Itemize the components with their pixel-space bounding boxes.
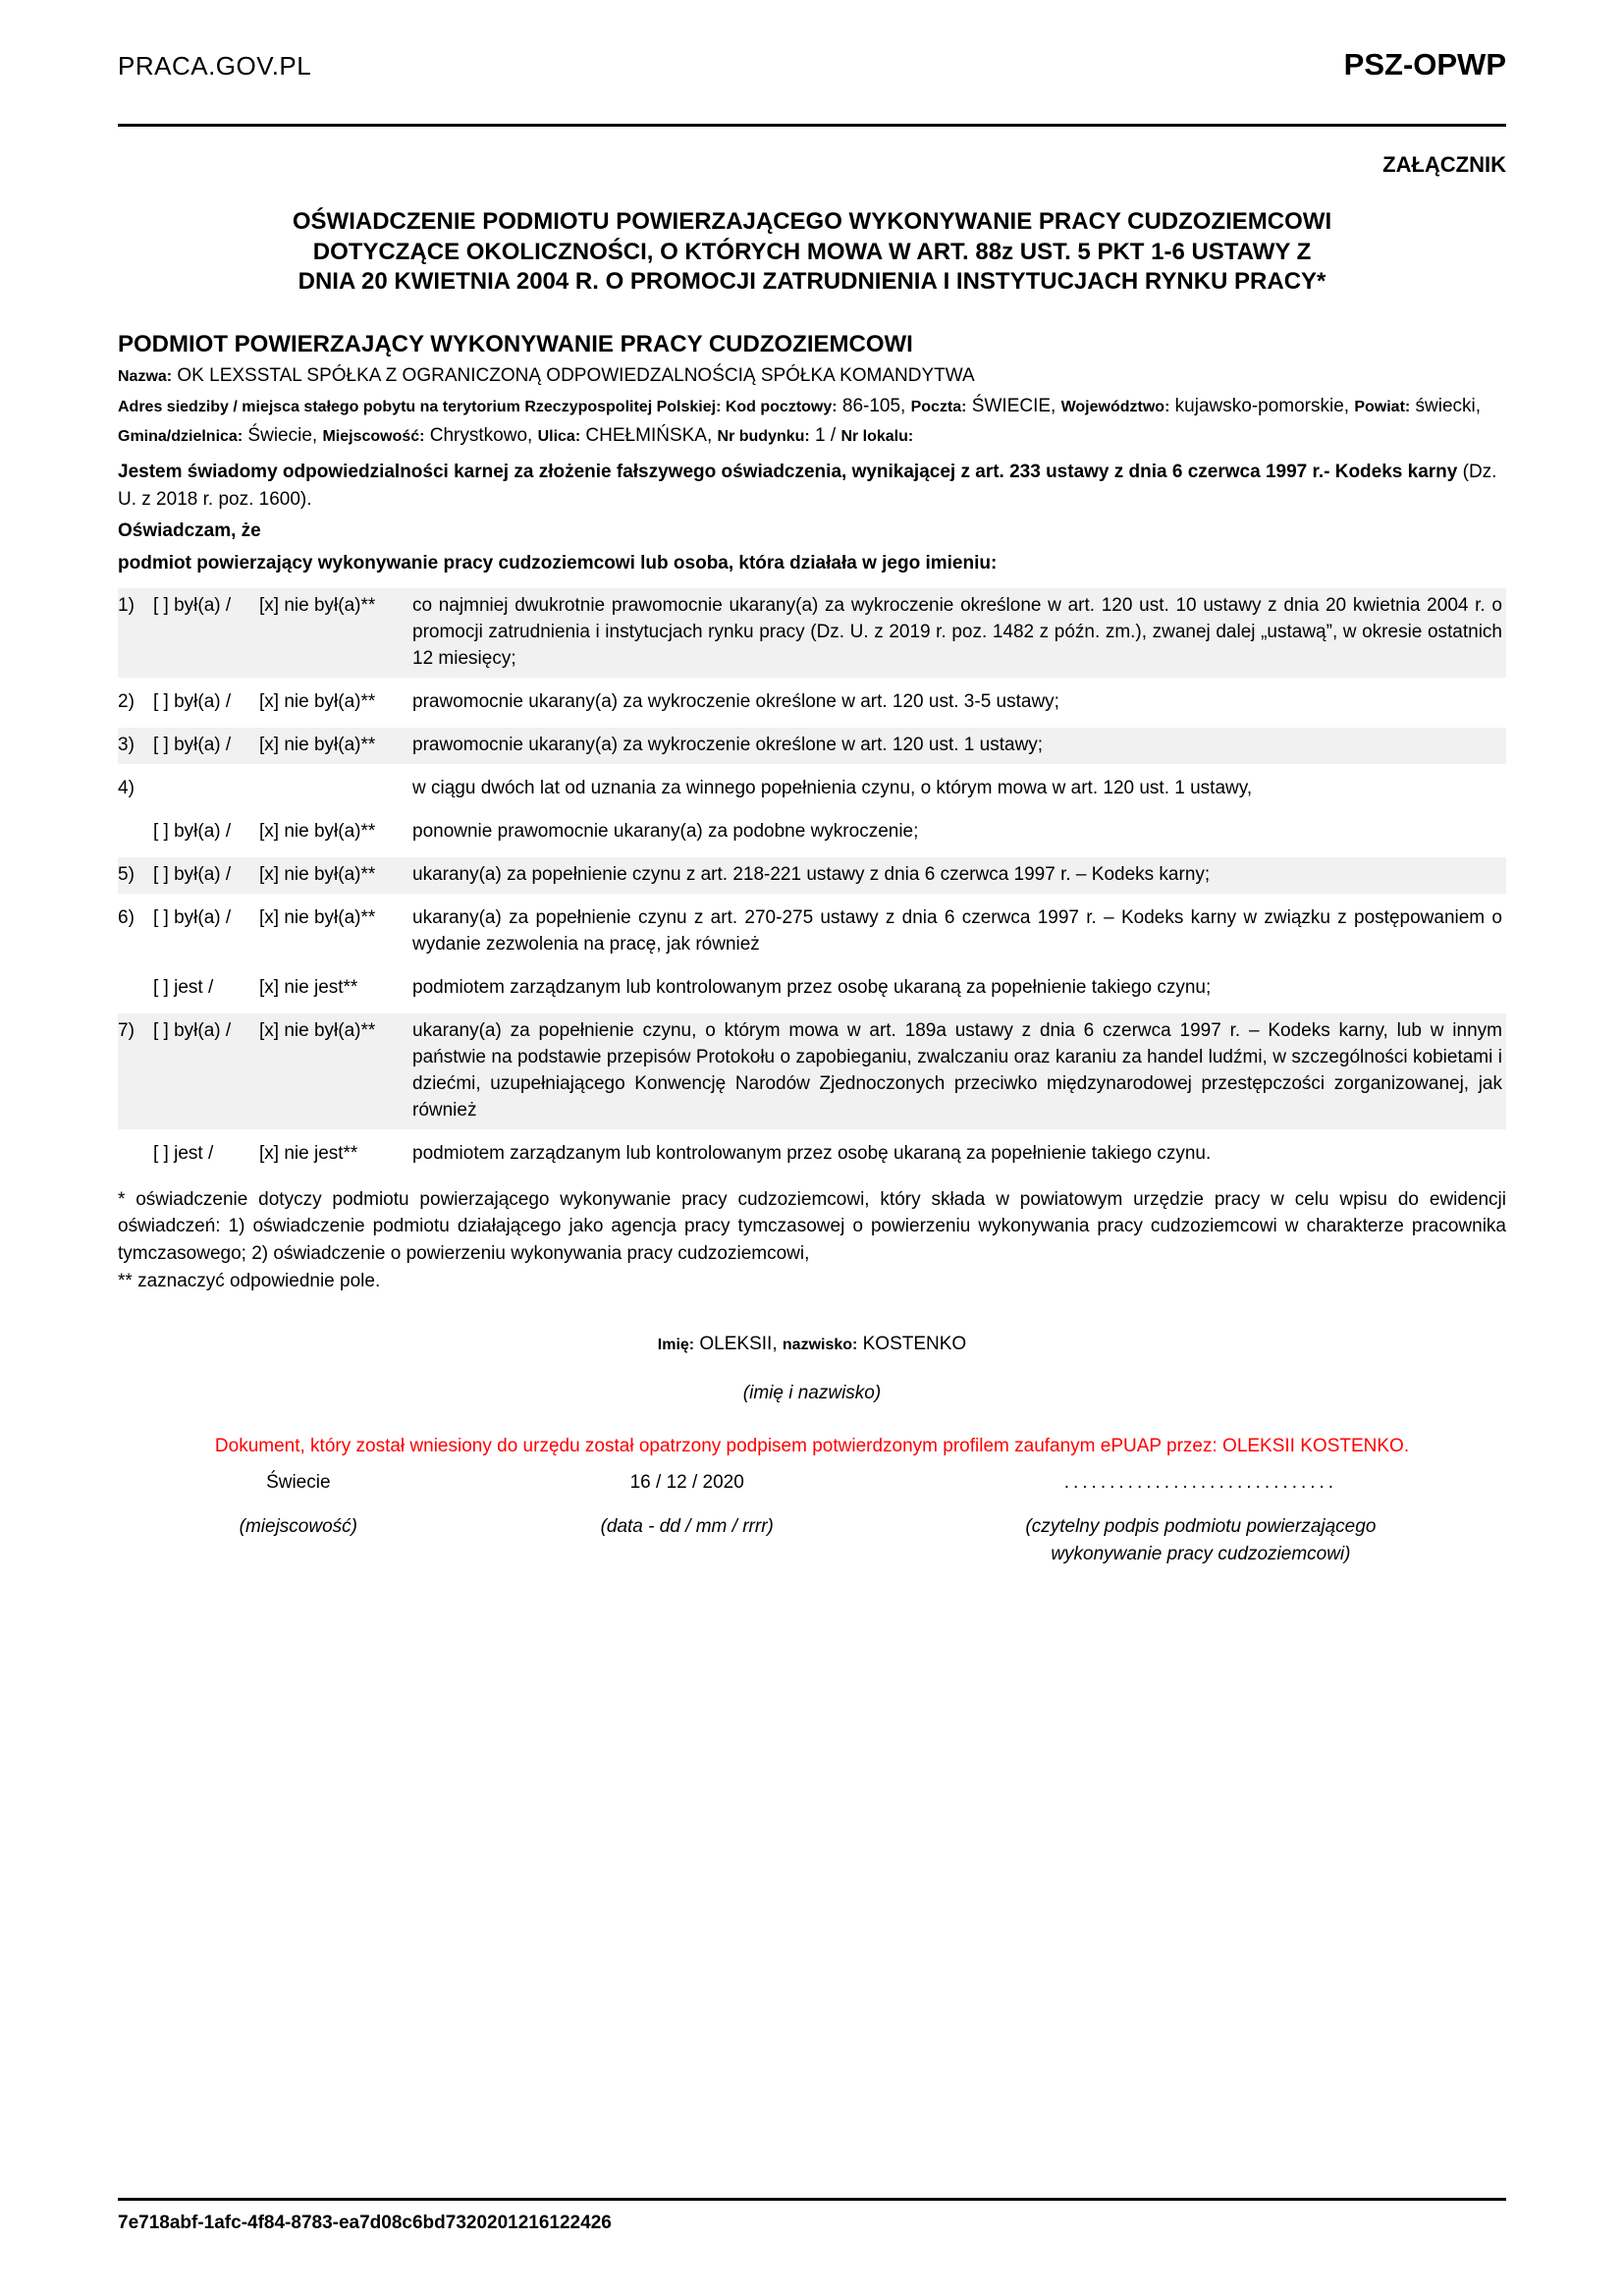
row-number: 4) — [118, 778, 135, 799]
footer-rule — [118, 2198, 1506, 2201]
footnote-star: * oświadczenie dotyczy podmiotu powierzającego wykonywanie pracy cudzoziemcowi, który składa w powiatowym urzędzie pracy w celu wpisu do ewidencji oświadczeń: 1) oświadczenie podmiotu działającego jako agencja pracy tymczasowej o powierzeniu wykonywania pracy cudzoziemcowi w charakterze pracownika tymczasowego; 2) oświadczenie o powierzeniu wykonywania pracy cudzoziemcowi, — [118, 1188, 1506, 1264]
postal-code-value: 86-105, — [837, 395, 911, 416]
title-line-3: DNIA 20 KWIETNIA 2004 R. O PROMOCJI ZATRUDNIENIA I INSTYTUCJACH RYNKU PRACY* — [298, 268, 1326, 296]
date-column — [479, 1469, 895, 1569]
name-value: OK LEXSSTAL SPÓŁKA Z OGRANICZONĄ ODPOWIEDZALNOŚCIĄ SPÓŁKA KOMANDYTWA — [172, 365, 975, 387]
place-value: Świecie — [266, 1472, 331, 1494]
checkbox-was: [ ] był(a) / — [153, 595, 232, 617]
checkbox-was-not: [x] nie był(a)** — [259, 691, 376, 713]
document-title — [118, 207, 1506, 298]
voivodeship-label: Województwo: — [1060, 398, 1170, 415]
liability-bold: Jestem świadomy odpowiedzialności karnej za złożenie fałszywego oświadczenia, wynikającej z art. 233 ustawy z dnia 6 czerwca 1997 r.- Kodeks karny — [118, 462, 1458, 483]
liability-normal: (Dz. U. z 2018 r. poz. 1600). — [118, 462, 1497, 510]
signature-caption-line-1: (czytelny podpis podmiotu powierzającego — [1025, 1515, 1377, 1537]
signature-caption — [895, 1513, 1506, 1569]
checkbox-was-not: [x] nie był(a)** — [259, 735, 376, 756]
post-value: ŚWIECIE, — [966, 395, 1061, 416]
row-number: 3) — [118, 735, 135, 756]
last-name-label: nazwisko: — [782, 1337, 858, 1354]
row-text: prawomocnie ukarany(a) za wykroczenie określone w art. 120 ust. 1 ustawy; — [412, 735, 1044, 756]
last-name-value: KOSTENKO — [857, 1334, 967, 1355]
section-heading-employer: PODMIOT POWIERZAJĄCY WYKONYWANIE PRACY CUDZOZIEMCOWI — [118, 331, 913, 358]
building-no-value: 1 / — [809, 425, 841, 447]
checkbox-is: [ ] jest / — [153, 1142, 214, 1164]
row-number: 7) — [118, 1020, 135, 1042]
town-label: Miejscowość: — [322, 428, 425, 446]
commune-label: Gmina/dzielnica: — [118, 428, 244, 446]
first-name-value: OLEKSII, — [694, 1334, 783, 1355]
name-caption: (imię i nazwisko) — [742, 1383, 882, 1404]
statement-row-4-intro — [118, 771, 1506, 807]
declaration-intro: podmiot powierzający wykonywanie pracy cudzoziemcowi lub osoba, która działała w jego imieniu: — [118, 552, 998, 574]
signature-caption-line-2: wykonywanie pracy cudzoziemcowi) — [1051, 1544, 1351, 1565]
employer-address-line-2 — [118, 423, 1506, 449]
place-caption: (miejscowość) — [239, 1515, 357, 1537]
county-label: Powiat: — [1354, 398, 1411, 415]
liability-statement — [118, 459, 1506, 513]
checkbox-was: [ ] był(a) / — [153, 1020, 232, 1042]
first-name-label: Imię: — [657, 1337, 695, 1354]
town-value: Chrystkowo, — [424, 425, 538, 447]
row-number: 1) — [118, 595, 135, 617]
declaration-lead: Oświadczam, że — [118, 520, 261, 542]
statement-row-7 — [118, 1013, 1506, 1129]
title-line-2: DOTYCZĄCE OKOLICZNOŚCI, O KTÓRYCH MOWA W ART. 88z UST. 5 PKT 1-6 USTAWY Z — [312, 238, 1312, 265]
employer-address-line-1 — [118, 394, 1506, 419]
place-column — [118, 1469, 479, 1569]
statement-row-2 — [118, 684, 1506, 721]
document-uid: 7e718abf-1afc-4f84-8783-ea7d08c6bd7320201216122426 — [118, 2213, 612, 2233]
statement-row-3 — [118, 728, 1506, 764]
row-number: 6) — [118, 907, 135, 929]
header-rule — [118, 124, 1506, 127]
page-footer — [118, 2198, 1506, 2234]
checkbox-was-not: [x] nie był(a)** — [259, 907, 376, 929]
checkbox-was: [ ] był(a) / — [153, 691, 232, 713]
date-value: 16 / 12 / 2020 — [629, 1472, 744, 1494]
checkbox-was-not: [x] nie był(a)** — [259, 821, 376, 843]
row-text: co najmniej dwukrotnie prawomocnie ukarany(a) za wykroczenie określone w art. 120 ust. 10 ustawy z dnia 20 kwietnia 2004 r. o promocji zatrudnienia i instytucjach rynku pracy (Dz. U. z 2019 r. poz. 1482 z późn. zm.), zwanej dalej „ustawą”, w okresie ostatnich 12 miesięcy; — [412, 595, 1502, 670]
row-text: ukarany(a) za popełnienie czynu z art. 270-275 ustawy z dnia 6 czerwca 1997 r. – Kodeks karny w związku z postępowaniem o wydanie zezwolenia na pracę, jak również — [412, 907, 1502, 956]
checkbox-was-not: [x] nie był(a)** — [259, 864, 376, 886]
row-text: prawomocnie ukarany(a) za wykroczenie określone w art. 120 ust. 3-5 ustawy; — [412, 691, 1059, 713]
checkbox-is-not: [x] nie jest** — [259, 977, 358, 999]
county-value: świecki, — [1410, 395, 1482, 416]
row-text: ponownie prawomocnie ukarany(a) za podobne wykroczenie; — [412, 821, 919, 843]
checkbox-was: [ ] był(a) / — [153, 821, 232, 843]
statement-row-4-option — [118, 814, 1506, 850]
checkbox-was-not: [x] nie był(a)** — [259, 595, 376, 617]
row-number: 5) — [118, 864, 135, 886]
title-line-1: OŚWIADCZENIE PODMIOTU POWIERZAJĄCEGO WYKONYWANIE PRACY CUDZOZIEMCOWI — [292, 208, 1332, 235]
statement-row-1 — [118, 588, 1506, 678]
checkbox-is: [ ] jest / — [153, 977, 214, 999]
row-text: podmiotem zarządzanym lub kontrolowanym przez osobę ukaraną za popełnienie takiego czynu. — [412, 1142, 1212, 1164]
address-label: Adres siedziby / miejsca stałego pobytu na terytorium Rzeczypospolitej Polskiej: Kod pocztowy: — [118, 398, 838, 415]
row-number: 2) — [118, 691, 135, 713]
checkbox-was-not: [x] nie był(a)** — [259, 1020, 376, 1042]
row-text: w ciągu dwóch lat od uznania za winnego popełnienia czynu, o którym mowa w art. 120 ust. 1 ustawy, — [412, 778, 1253, 799]
checkbox-was: [ ] był(a) / — [153, 735, 232, 756]
form-code: PSZ-OPWP — [1343, 47, 1506, 82]
statement-row-6-option — [118, 970, 1506, 1007]
row-text: podmiotem zarządzanym lub kontrolowanym przez osobę ukaraną za popełnienie takiego czynu; — [412, 977, 1212, 999]
row-text: ukarany(a) za popełnienie czynu z art. 218-221 ustawy z dnia 6 czerwca 1997 r. – Kodeks karny; — [412, 864, 1211, 886]
row-text: ukarany(a) za popełnienie czynu, o którym mowa w art. 189a ustawy z dnia 6 czerwca 1997 r. – Kodeks karny, lub w innym państwie na podstawie przepisów Protokołu o zapobieganiu, zwalczaniu oraz karaniu za handel ludźmi, w szczególności kobietami i dziećmi, uzupełniającego Konwencję Narodów Zjednoczonych przeciwko międzynarodowej przestępczości zorganizowanej, jak również — [412, 1020, 1502, 1121]
date-caption: (data - dd / mm / rrrr) — [600, 1515, 774, 1537]
statement-row-6 — [118, 901, 1506, 963]
commune-value: Świecie, — [243, 425, 323, 447]
checkbox-was: [ ] był(a) / — [153, 907, 232, 929]
signature-dotted-line: .............................. — [1063, 1472, 1338, 1494]
masthead — [118, 47, 1506, 82]
attachment-label: ZAŁĄCZNIK — [1382, 152, 1506, 177]
statement-row-7-option — [118, 1136, 1506, 1173]
building-no-label: Nr budynku: — [717, 428, 810, 446]
footnote-double-star: ** zaznaczyć odpowiednie pole. — [118, 1270, 381, 1291]
checkbox-was: [ ] był(a) / — [153, 864, 232, 886]
signatory-name-line — [118, 1334, 1506, 1355]
post-label: Poczta: — [910, 398, 967, 415]
apartment-no-label: Nr lokalu: — [840, 428, 914, 446]
epuap-signature-notice: Dokument, który został wniesiony do urzędu został opatrzony podpisem potwierdzonym profilem zaufanym ePUAP przez: OLEKSII KOSTENKO. — [214, 1436, 1410, 1457]
signature-line-column — [895, 1469, 1506, 1569]
signature-columns — [118, 1469, 1506, 1569]
checkbox-is-not: [x] nie jest** — [259, 1142, 358, 1164]
statement-rows — [118, 588, 1506, 1173]
street-label: Ulica: — [537, 428, 581, 446]
name-label: Nazwa: — [118, 368, 173, 386]
site-name: PRACA.GOV.PL — [118, 51, 312, 81]
statement-row-5 — [118, 857, 1506, 894]
voivodeship-value: kujawsko-pomorskie, — [1169, 395, 1355, 416]
footnotes — [118, 1186, 1506, 1294]
street-value: CHEŁMIŃSKA, — [580, 425, 718, 447]
employer-name-line — [118, 363, 1506, 389]
